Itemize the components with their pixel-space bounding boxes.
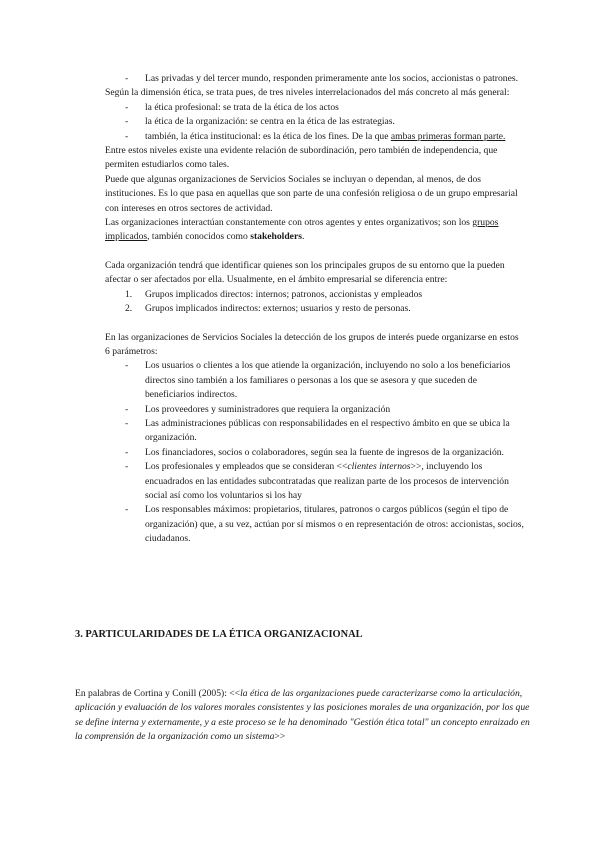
list-item-text: Grupos implicados indirectos: externos; usuarios y resto de personas. bbox=[145, 303, 411, 315]
param-responsibles: Los responsables máximos: propietarios, titulares, patronos o cargos públicos (según el tipo de organización) que, a su vez, actúan por sí mismos o en representación de otros: accionistas, socios, ciudadanos. bbox=[145, 504, 524, 545]
para-identify: Cada organización tendrá que identificar quienes son los principales grupos de su entorno que la pueden afectar o ser afectados por ella. Usualmente, en el ámbito empresarial se diferencia entre: bbox=[105, 259, 505, 286]
para-interact-part1: Las organizaciones interactúan constantemente con otros agentes y entes organizativos; son los bbox=[105, 217, 473, 229]
list-item bbox=[145, 503, 525, 546]
quote-lead: En palabras de Cortina y Conill (2005): << bbox=[75, 688, 241, 699]
level-professional: la ética profesional: se trata de la ética de los actos bbox=[145, 101, 339, 113]
underlined-text: ambas primeras forman parte. bbox=[390, 130, 506, 142]
param-administrations: Las administraciones públicas con responsabilidades en el respectivo ámbito en que se ubica la organización. bbox=[145, 417, 510, 444]
list-number: 1. bbox=[125, 288, 133, 300]
para-params: En las organizaciones de Servicios Sociales la detección de los grupos de interés puede organizarse en estos 6 parámetros: bbox=[105, 331, 519, 357]
list-top bbox=[105, 72, 525, 86]
list-item bbox=[145, 72, 525, 86]
quote-end: >> bbox=[274, 731, 286, 743]
param-professionals-b: >>, incluyendo los encuadrados en las entidades subcontratadas que realizan parte de los procesos de intervención social así como los voluntarios si los hay bbox=[145, 461, 509, 501]
clientes-internos-term: clientes internos bbox=[347, 461, 411, 473]
param-suppliers: Los proveedores y suministradores que requiera la organización bbox=[145, 403, 391, 415]
grupos-implicados-link: grupos implicados bbox=[105, 217, 499, 243]
list-item bbox=[145, 130, 525, 144]
body-text bbox=[105, 72, 525, 547]
section-heading: 3. PARTICULARIDADES DE LA ÉTICA ORGANIZACIONAL bbox=[75, 629, 363, 640]
list-item bbox=[145, 417, 525, 446]
para-interact bbox=[105, 216, 525, 245]
level-organization: la ética de la organización: se centra en la ética de las estrategias. bbox=[145, 116, 395, 128]
list-item-text: Las privadas y del tercer mundo, responden primeramente ante los socios, accionistas o patrones. bbox=[145, 73, 518, 84]
params-list bbox=[105, 359, 525, 546]
para-interact-part2: , también conocidos como bbox=[147, 231, 251, 243]
list-item bbox=[125, 288, 525, 302]
list-number: 2. bbox=[125, 303, 133, 315]
list-item bbox=[145, 446, 525, 460]
list-item bbox=[125, 302, 525, 316]
list-item bbox=[145, 115, 525, 129]
param-professionals-a: Los profesionales y empleados que se consideran << bbox=[145, 461, 348, 473]
para-social: Puede que algunas organizaciones de Servicios Sociales se incluyan o dependan, al menos, de dos instituciones. Es lo que pasa en aquellas que son parte de una confesión religiosa o de un grupo empresarial con intereses en otros sectores de actividad. bbox=[105, 173, 518, 214]
list-item-text: Grupos implicados directos: internos; patronos, accionistas y empleados bbox=[145, 288, 423, 300]
list-item bbox=[145, 101, 525, 115]
levels-list bbox=[105, 101, 525, 144]
stakeholders-term: stakeholders bbox=[250, 231, 302, 243]
quote-italic: la ética de las organizaciones puede caracterizarse como la articulación, aplicación y evaluación de los valores morales consistentes y las posiciones morales de una organización, por los que se define interna y externamente, y a este proceso se le ha denominado "Gestión ética total" un concepto enraizado en la comprensión de la organización como un sistema bbox=[75, 688, 530, 743]
para-interact-end: . bbox=[301, 231, 305, 243]
dimension-intro: Según la dimensión ética, se trata pues, de tres niveles interrelacionados del más concreto al más general: bbox=[105, 87, 510, 99]
groups-list bbox=[105, 288, 525, 317]
list-item bbox=[145, 359, 525, 402]
list-item bbox=[145, 460, 525, 503]
spacer bbox=[105, 317, 525, 331]
spacer bbox=[105, 245, 525, 259]
list-item bbox=[145, 403, 525, 417]
param-users: Los usuarios o clientes a los que atiende la organización, incluyendo no solo a los beneficiarios directos sino también a los familiares o personas a los que se asesora y que suceden de beneficiarios indirectos. bbox=[145, 360, 511, 401]
level-institutional: también, la ética institucional: es la ética de los fines. De la que bbox=[145, 130, 391, 142]
param-funders: Los financiadores, socios o colaboradores, según sea la fuente de ingresos de la organización. bbox=[145, 446, 504, 458]
para-subordination: Entre estos niveles existe una evidente relación de subordinación, pero también de independencia, que permiten estudiarlos como tales. bbox=[105, 145, 498, 171]
quote-paragraph bbox=[75, 687, 530, 745]
